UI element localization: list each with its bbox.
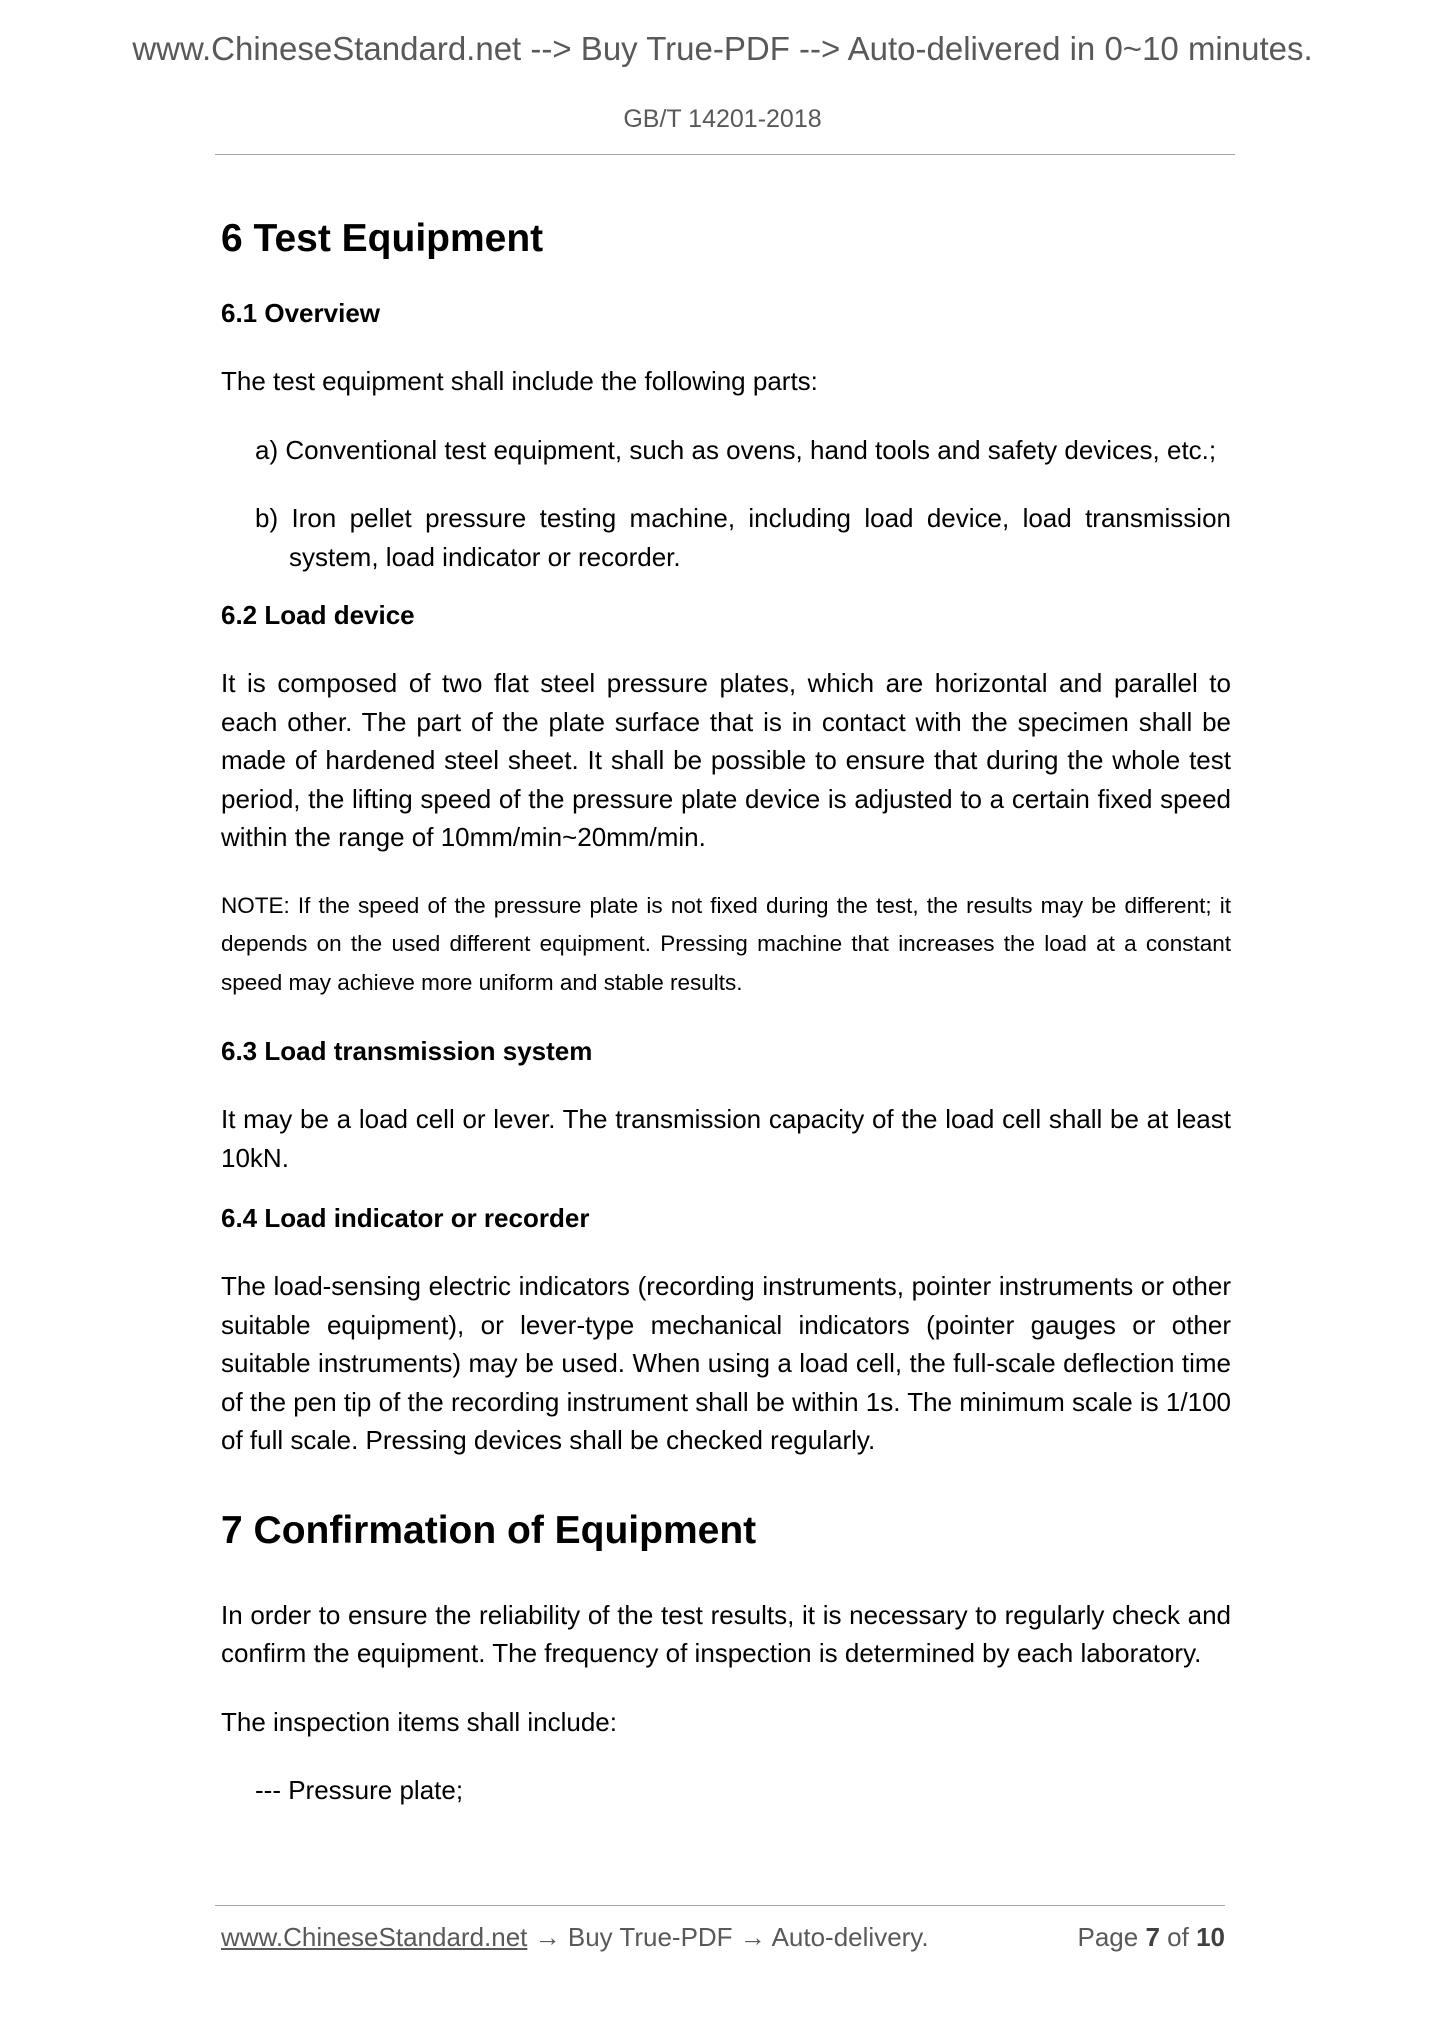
section-6-1-heading: 6.1 Overview bbox=[221, 298, 380, 328]
section-6-3-heading: 6.3 Load transmission system bbox=[221, 1036, 593, 1066]
standard-code: GB/T 14201-2018 bbox=[623, 105, 822, 133]
section-6-3-body: It may be a load cell or lever. The transmission capacity of the load cell shall be at least 10kN. bbox=[221, 1104, 1231, 1173]
section-6-1-intro: The test equipment shall include the following parts: bbox=[221, 366, 818, 396]
header-divider bbox=[215, 154, 1235, 155]
page-footer bbox=[221, 1922, 1225, 1958]
section-7-body: In order to ensure the reliability of the test results, it is necessary to regularly check and confirm the equipment. The frequency of inspection is determined by each laboratory. bbox=[221, 1599, 1231, 1668]
list-item-a: a) Conventional test equipment, such as ovens, hand tools and safety devices, etc.; bbox=[255, 434, 1217, 465]
top-banner: www.ChineseStandard.net --> Buy True-PDF --> Auto-delivered in 0~10 minutes. bbox=[132, 30, 1313, 67]
footer-site-link[interactable]: www.ChineseStandard.net bbox=[221, 1922, 528, 1952]
section-6-2-body: It is composed of two flat steel pressure plates, which are horizontal and parallel to each other. The part of the plate surface that is in contact with the specimen shall be made of hardened steel sheet. It shall be possible to ensure that during the whole test period, the lifting speed of the pressure plate device is adjusted to a certain fixed speed within the range of 10mm/min~20mm/min. bbox=[221, 668, 1231, 852]
section-6-title: 6 Test Equipment bbox=[221, 217, 544, 260]
document-body bbox=[221, 204, 1231, 1840]
of-label: of bbox=[1167, 1922, 1189, 1952]
section-7-items-intro: The inspection items shall include: bbox=[221, 1706, 617, 1737]
page-total: 10 bbox=[1196, 1922, 1225, 1952]
page-label: Page bbox=[1077, 1922, 1139, 1952]
page-number: 7 bbox=[1145, 1922, 1160, 1952]
section-6-2-note: NOTE: If the speed of the pressure plate is not fixed during the test, the results may be different; it depends on the used different equipment. Pressing machine that increases the load at a constant speed may achieve more uniform and stable results. bbox=[221, 892, 1231, 995]
section-6-2-heading: 6.2 Load device bbox=[221, 600, 415, 630]
footer-tagline: → Buy True-PDF → Auto-delivery. bbox=[527, 1922, 929, 1952]
list-item-b: b) Iron pellet pressure testing machine, including load device, load transmission system, load indicator or recorder. bbox=[255, 503, 1231, 572]
footer-divider bbox=[215, 1905, 1225, 1906]
section-7-title: 7 Confirmation of Equipment bbox=[221, 1508, 757, 1552]
section-6-4-heading: 6.4 Load indicator or recorder bbox=[221, 1203, 590, 1233]
section-6-4-body: The load-sensing electric indicators (recording instruments, pointer instruments or other suitable equipment), or lever-type mechanical indicators (pointer gauges or other suitable instruments) may be used. When using a load cell, the full-scale deflection time of the pen tip of the recording instrument shall be within 1s. The minimum scale is 1/100 of full scale. Pressing devices shall be checked regularly. bbox=[221, 1271, 1231, 1455]
page-indicator bbox=[1077, 1922, 1225, 1953]
list-item-pressure-plate: --- Pressure plate; bbox=[255, 1775, 464, 1805]
